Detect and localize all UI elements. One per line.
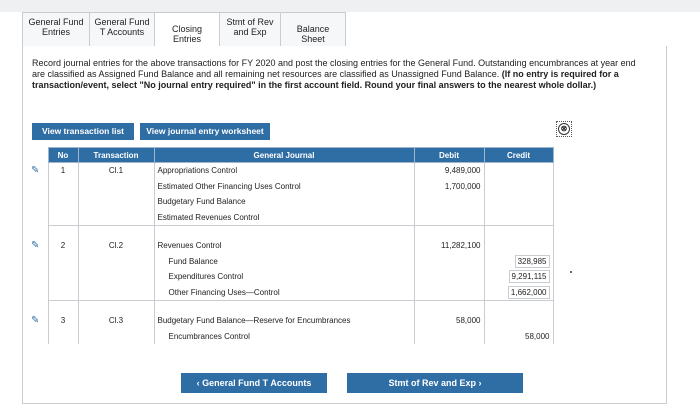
top-bar xyxy=(0,0,700,12)
account-cell[interactable] xyxy=(154,163,414,179)
tab-label: Entries xyxy=(41,27,70,37)
table-row xyxy=(28,313,553,329)
debit-cell[interactable] xyxy=(414,329,484,345)
edit-column-header xyxy=(28,148,48,163)
entry-transaction: Cl.1 xyxy=(78,163,154,179)
no-header: No xyxy=(48,148,78,163)
account-cell[interactable] xyxy=(154,285,414,301)
tab-label: Closing Entries xyxy=(171,24,202,44)
tab-balance-sheet[interactable] xyxy=(280,12,346,46)
credit-value: 328,985 xyxy=(515,255,550,268)
close-icon: ⊗ xyxy=(558,123,570,135)
edit-cell[interactable] xyxy=(28,163,48,179)
account-name: Expenditures Control xyxy=(168,272,244,282)
debit-value: 11,282,100 xyxy=(441,241,481,251)
tab-label: T Accounts xyxy=(99,27,145,37)
credit-cell[interactable] xyxy=(484,313,553,329)
table-row xyxy=(28,179,553,195)
debit-value: 9,489,000 xyxy=(444,166,481,176)
view-journal-worksheet-button[interactable]: View journal entry worksheet xyxy=(140,123,270,140)
account-name: Estimated Revenues Control xyxy=(157,212,260,222)
account-name: Estimated Other Financing Uses Control xyxy=(157,181,301,191)
credit-cell[interactable] xyxy=(484,254,553,270)
tab-label: General Fund xyxy=(94,17,150,27)
account-cell[interactable] xyxy=(154,329,414,345)
debit-cell[interactable] xyxy=(414,269,484,285)
tab-general-fund-t-accounts[interactable] xyxy=(89,12,155,46)
table-header-row xyxy=(28,148,553,163)
table-row xyxy=(28,210,553,226)
debit-cell[interactable] xyxy=(414,179,484,195)
account-cell[interactable] xyxy=(154,194,414,210)
table-row xyxy=(28,163,553,179)
debit-value: 58,000 xyxy=(456,316,481,326)
entry-no: 1 xyxy=(48,163,78,179)
debit-header: Debit xyxy=(414,148,484,163)
credit-value: 9,291,115 xyxy=(509,270,550,283)
credit-cell[interactable] xyxy=(484,285,553,301)
debit-cell[interactable] xyxy=(414,254,484,270)
table-row xyxy=(28,285,553,301)
table-row xyxy=(28,194,553,210)
instructions-text: Record journal entries for the above transactions for FY 2020 and post the closing entries for the General Fund. Outstanding encumbrances at year end are classified as Assigned Fund Balance and all remaining net resources are classified as Unassigned Fund Balance. xyxy=(32,58,636,79)
credit-cell[interactable] xyxy=(484,194,553,210)
journal-table-wrap xyxy=(28,147,553,344)
edit-pencil-icon[interactable]: ✎ xyxy=(31,165,40,176)
journal-header: General Journal xyxy=(154,148,414,163)
account-cell[interactable] xyxy=(154,238,414,254)
debit-value: 1,700,000 xyxy=(444,181,481,191)
credit-cell[interactable] xyxy=(484,269,553,285)
debit-cell[interactable] xyxy=(414,285,484,301)
debit-cell[interactable] xyxy=(414,210,484,226)
journal-table xyxy=(28,147,554,344)
account-cell[interactable] xyxy=(154,179,414,195)
tab-label: and Exp xyxy=(233,27,267,37)
tab-stmt-of-rev-and-exp[interactable] xyxy=(219,12,281,46)
account-name: Budgetary Fund Balance xyxy=(157,197,246,207)
debit-cell[interactable] xyxy=(414,194,484,210)
debit-cell[interactable] xyxy=(414,238,484,254)
table-row xyxy=(28,269,553,285)
credit-value: 58,000 xyxy=(525,331,550,341)
account-cell[interactable] xyxy=(154,269,414,285)
account-name: Encumbrances Control xyxy=(168,331,250,341)
entry-no: 3 xyxy=(48,313,78,329)
credit-cell[interactable] xyxy=(484,238,553,254)
view-transaction-list-button[interactable]: View transaction list xyxy=(32,123,134,140)
account-name: Revenues Control xyxy=(157,241,222,251)
credit-cell[interactable] xyxy=(484,163,553,179)
debit-cell[interactable] xyxy=(414,313,484,329)
account-cell[interactable] xyxy=(154,313,414,329)
edit-cell[interactable] xyxy=(28,238,48,254)
entry-transaction: Cl.2 xyxy=(78,238,154,254)
entry-no: 2 xyxy=(48,238,78,254)
credit-value: 1,662,000 xyxy=(508,286,550,299)
decorative-dot xyxy=(570,271,572,273)
credit-cell[interactable] xyxy=(484,210,553,226)
edit-pencil-icon[interactable]: ✎ xyxy=(31,240,40,252)
debit-cell[interactable] xyxy=(414,163,484,179)
instructions-bold-text: (If no entry is required for a transaction/event, select "No journal entry required" in the first account field. Round your final answers to the nearest whole dollar.) xyxy=(32,69,619,90)
account-cell[interactable] xyxy=(154,254,414,270)
table-row xyxy=(28,329,553,345)
account-name: Fund Balance xyxy=(168,256,218,266)
prev-general-fund-t-accounts-button[interactable]: ‹ General Fund T Accounts xyxy=(181,373,327,393)
transaction-header: Transaction xyxy=(78,148,154,163)
credit-header: Credit xyxy=(484,148,553,163)
table-row xyxy=(28,238,553,254)
entry-transaction: Cl.3 xyxy=(78,313,154,329)
table-row xyxy=(28,254,553,270)
account-cell[interactable] xyxy=(154,210,414,226)
tab-bar xyxy=(22,12,345,47)
tab-label: Stmt of Rev xyxy=(226,17,274,27)
edit-pencil-icon[interactable]: ✎ xyxy=(31,315,40,327)
next-stmt-of-rev-and-exp-button[interactable]: Stmt of Rev and Exp › xyxy=(347,373,523,393)
credit-cell[interactable] xyxy=(484,179,553,195)
edit-cell[interactable] xyxy=(28,313,48,329)
credit-cell[interactable] xyxy=(484,329,553,345)
tab-closing-entries[interactable] xyxy=(154,12,220,46)
account-name: Other Financing Uses—Control xyxy=(168,287,280,297)
tab-label: General Fund xyxy=(28,17,84,27)
close-button[interactable] xyxy=(556,121,572,137)
account-name: Appropriations Control xyxy=(157,166,238,176)
tab-label: Balance Sheet xyxy=(296,24,330,44)
account-name: Budgetary Fund Balance—Reserve for Encumbrances xyxy=(157,316,351,326)
tab-general-fund-entries[interactable] xyxy=(22,12,90,46)
instructions xyxy=(32,58,642,91)
